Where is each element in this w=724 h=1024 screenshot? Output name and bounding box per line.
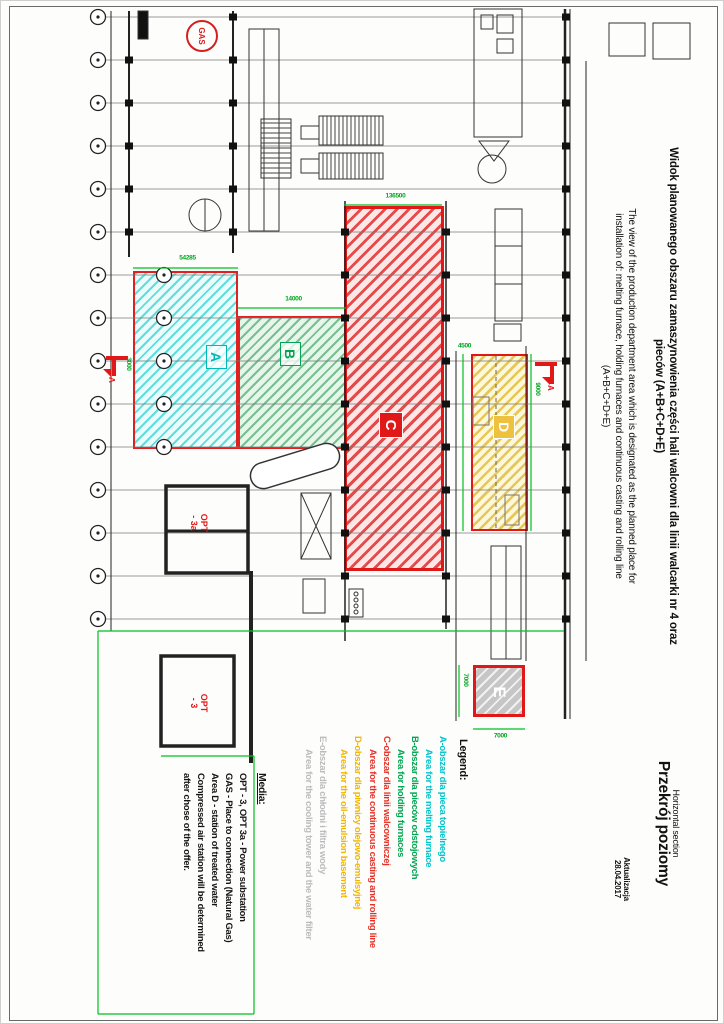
legend-item: E-obszar dla chłodni i filtra wody bbox=[317, 736, 328, 875]
media-line: after chose of the offer. bbox=[181, 773, 192, 871]
legend-item: B-obszar dla pieców odstojowych bbox=[409, 736, 420, 880]
legend-item: Area for holding furnaces bbox=[395, 749, 406, 858]
dim-zone-a: 54285 bbox=[179, 254, 196, 262]
dim-zone-c: 136500 bbox=[385, 192, 406, 200]
title-en-line1: The view of the production department area which is designated as the planned place for bbox=[626, 208, 637, 584]
title-pl-line1: Widok planowanego obszaru zamaszynowienia części hali walcowni dla linii walcarki nr 4 oraz bbox=[667, 147, 679, 645]
section-marker-2: A bbox=[531, 359, 563, 393]
legend-item: Area for the cooling tower and the water filter bbox=[303, 749, 314, 940]
title-en-line3: (A+B+C+D+E) bbox=[600, 364, 611, 428]
media-line: Compressed air station will be determined bbox=[195, 773, 206, 952]
opt-3-label: OPT - 3 bbox=[189, 693, 209, 713]
legend-item: Area for the oil-emulsion basement bbox=[338, 749, 349, 898]
plan-canvas bbox=[1, 1, 724, 1024]
dim-zone-e-height: 7000 bbox=[462, 673, 469, 687]
zone-e-label: E bbox=[490, 686, 509, 698]
section-title-pl: Przekrój poziomy bbox=[655, 760, 672, 887]
title-pl-line2: pieców (A+B+C+D+E) bbox=[653, 339, 665, 453]
opt-3a-label: OPT - 3a bbox=[189, 513, 209, 533]
grid-lines bbox=[106, 17, 566, 619]
legend-item: Area for the melting furnace bbox=[423, 749, 434, 868]
legend-item: D-obszar dla piwnicy olejowo-emulsyjnej bbox=[352, 736, 363, 910]
media-line: Area D - station of treated water bbox=[209, 773, 220, 907]
media-line: OPT - 3, OPT 3a - Power substation bbox=[237, 773, 248, 922]
dim-zone-e-width: 7000 bbox=[493, 732, 508, 740]
gas-connection-marker: GAS bbox=[186, 20, 218, 52]
title-en-line2: installation of: melting furnace, holding furnaces and continuous casting and rolling line bbox=[613, 213, 624, 579]
section-marker-1: A bbox=[100, 353, 130, 387]
legend-item: A-obszar dla pieca topielnego bbox=[437, 736, 448, 862]
media-line: GAS - Place to connection (Natural Gas) bbox=[223, 773, 234, 943]
dim-zone-b: 14000 bbox=[285, 295, 302, 303]
revision-date: 28.04.2017 bbox=[613, 859, 622, 899]
zone-d-label: D bbox=[493, 415, 515, 439]
zone-b-label: B bbox=[280, 342, 301, 366]
dim-section: 3000 bbox=[125, 357, 132, 371]
media-title: Media: bbox=[256, 773, 268, 805]
legend-title: Legend: bbox=[457, 739, 469, 781]
section-title-en: Horizontal section bbox=[671, 789, 681, 858]
zone-a-label: A bbox=[206, 345, 227, 369]
dim-zone-d-top: 4500 bbox=[457, 342, 472, 350]
revision-label: Aktualizacja bbox=[622, 857, 631, 901]
dim-zone-d-length: 9000 bbox=[534, 382, 541, 396]
zone-c-label: C bbox=[379, 412, 403, 438]
legend-item: Area for the continuous casting and rolling line bbox=[367, 749, 378, 948]
legend-item: C-obszar dla linii walcowniczej bbox=[381, 736, 392, 866]
